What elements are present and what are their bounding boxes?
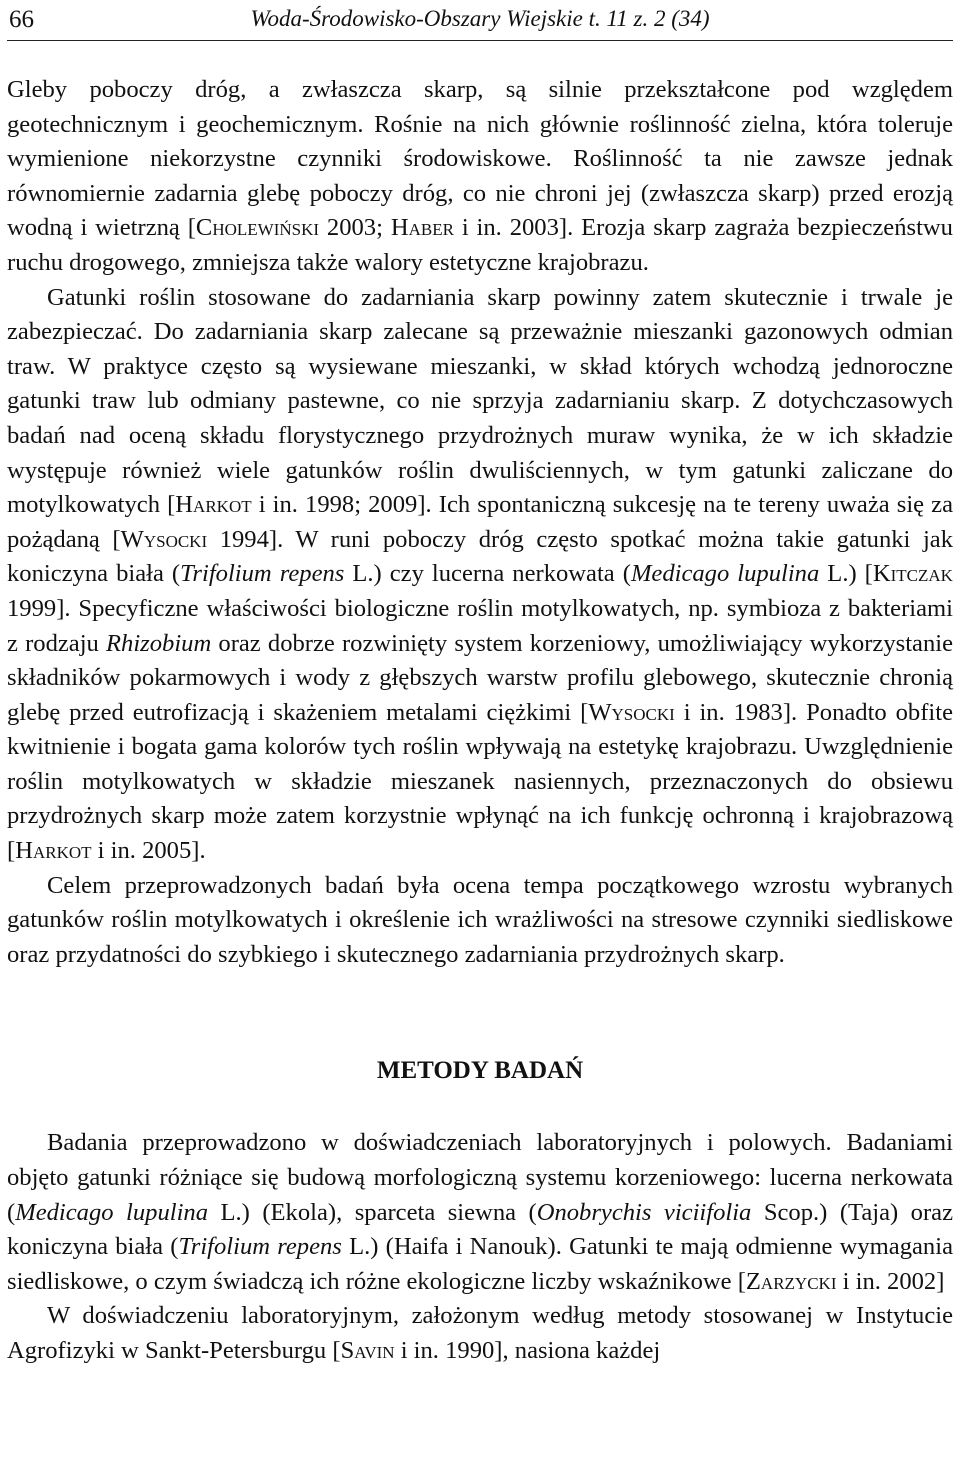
text-span: Scop.) (Taja) oraz koniczyna biała (: [7, 1198, 953, 1261]
text-span: i in. 1983]. Ponadto obfite kwitnienie i bogata gama kolorów tych roślin wpływają na estetykę krajobrazu. Uwzględnienie roślin motylkowatych w składzie mieszanek nasiennych, przeznaczonych do obsiewu przydrożnych skarp może zatem korzystnie wpłynąć na ich funkcję ochronną i krajobrazową [: [7, 698, 953, 865]
citation-author: Haber: [390, 214, 454, 242]
citation-author: Harkot: [175, 491, 252, 519]
species-name: Trifolium repens: [178, 1233, 342, 1261]
paragraph-methods-laboratory: [7, 1299, 953, 1368]
text-span: L.) czy lucerna nerkowata (: [344, 560, 631, 588]
genus-name: Rhizobium: [106, 629, 212, 657]
paragraph-roadside-soils: [7, 73, 953, 281]
citation-author: Zarzycki: [745, 1267, 837, 1295]
text-span: 1999]. Specyficzne właściwości biologiczne roślin motylkowatych, np. symbioza z bakteriami z rodzaju: [7, 594, 953, 657]
paragraph-aim: Celem przeprowadzonych badań była ocena tempa początkowego wzrostu wybranych gatunków roślin motylkowatych i określenie ich wrażliwości na stresowe czynniki siedliskowe oraz przydatności do szybkiego i skutecznego zadarniania przydrożnych skarp.: [7, 871, 953, 968]
citation-author: Wysocki: [588, 698, 675, 726]
species-name: Medicago lupulina: [630, 560, 820, 588]
text-span: 1994]. W runi poboczy dróg często spotkać można takie gatunki jak koniczyna biała (: [7, 525, 953, 588]
citation-author: Harkot: [15, 837, 92, 865]
species-name: Onobrychis viciifolia: [536, 1198, 752, 1226]
species-name: Medicago lupulina: [15, 1198, 209, 1226]
text-span: Badania przeprowadzono w doświadczeniach laboratoryjnych i polowych. Badaniami objęto gatunki różniące się budową morfologiczną systemu korzeniowego: lucerna nerkowata (: [7, 1129, 953, 1226]
citation-author: Kitczak: [872, 560, 953, 588]
text-span: L.) (Haifa i Nanouk). Gatunki te mają odmienne wymagania siedliskowe, o czym świadczą ich różne ekologiczne liczby wskaźnikowe [: [7, 1233, 953, 1295]
text-span: W doświadczeniu laboratoryjnym, założonym według metody stosowanej w Instytucie Agrofizyki w Sankt-Petersburgu [: [7, 1302, 953, 1364]
text-span: oraz dobrze rozwinięty system korzeniowy, umożliwiający wykorzystanie składników pokarmowych i wody z głębszych warstw profilu glebowego, skutecznie chronią glebę przed eutrofizacją i skażeniem metalami ciężkimi [: [7, 629, 953, 726]
citation-author: Savin: [340, 1337, 395, 1364]
text-span: Gleby poboczy dróg, a zwłaszcza skarp, są silnie przekształcone pod względem geotechnicznym i geochemicznym. Rośnie na nich głównie roślinność zielna, która toleruje wymienione niekorzystne czynniki środowiskowe. Roślinność ta nie zawsze jednak równomiernie zadarnia glebę poboczy dróg, co nie chroni jej (zwłaszcza skarp) przed erozją wodną i wietrzną [: [7, 76, 953, 242]
citation-author: Wysocki: [120, 525, 208, 553]
paragraph-methods-species: [7, 1126, 953, 1299]
species-name: Trifolium repens: [180, 560, 345, 588]
section-heading-methods: METODY BADAŃ: [376, 1057, 584, 1085]
text-span: i in. 1998; 2009]. Ich spontaniczną sukcesję na te tereny uważa się za pożądaną [: [7, 491, 954, 553]
paragraph-species-selection: [7, 281, 953, 869]
text-span: i in. 2002]: [836, 1267, 945, 1295]
text-span: 2003;: [319, 214, 391, 242]
running-header: [7, 0, 953, 41]
text-span: L.) (Ekola), sparceta siewna (: [208, 1198, 537, 1226]
text-span: Gatunki roślin stosowane do zadarniania skarp powinny zatem skutecznie i trwale je zabezpieczać. Do zadarniania skarp zalecane są przeważnie mieszanki gazonowych odmian traw. W praktyce często są wysiewane mieszanki, w skład których wchodzą jednoroczne gatunki traw lub odmiany pastewne, co nie sprzyja zadarnianiu skarp. Z dotychczasowych badań nad oceną składu florystycznego przydrożnych muraw wynika, że w ich składzie występuje również wiele gatunków roślin dwuliściennych, w tym gatunki zaliczane do motylkowatych [: [7, 283, 953, 519]
text-span: i in. 2003]. Erozja skarp zagraża bezpieczeństwu ruchu drogowego, zmniejsza także walory estetyczne krajobrazu.: [7, 214, 953, 276]
text-span: i in. 1990], nasiona każdej: [394, 1337, 661, 1364]
article-body: [7, 73, 953, 1369]
text-span: L.) [: [819, 560, 873, 588]
page-number: 66: [9, 6, 34, 33]
page: [7, 0, 953, 1369]
journal-title: Woda-Środowisko-Obszary Wiejskie t. 11 z. 2 (34): [250, 6, 710, 31]
text-span: i in. 2005].: [91, 837, 206, 865]
citation-author: Cholewiński: [195, 214, 320, 242]
